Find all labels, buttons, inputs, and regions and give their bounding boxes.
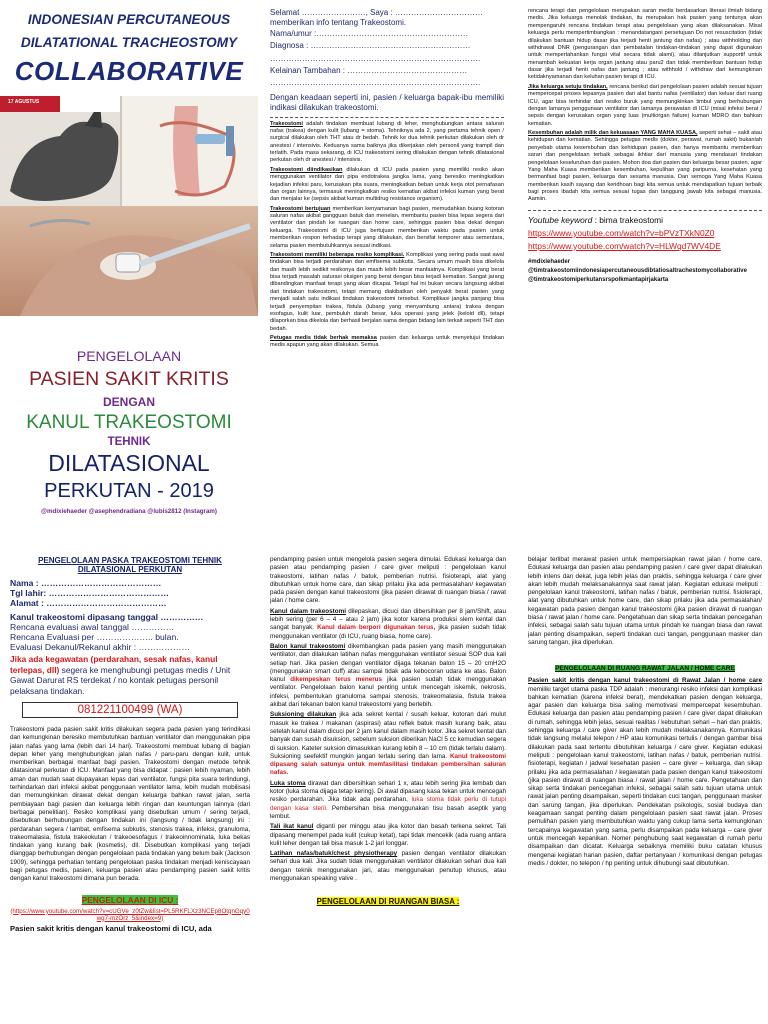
balon-kanul-paragraph — [270, 643, 506, 709]
subtitle-tehnik: TEHNIK — [107, 436, 151, 448]
paragraph-emphasis: dikempeskan terus menerus — [290, 676, 383, 684]
paragraph-head: Kanul dalam trakeostomi — [270, 607, 346, 615]
paragraph-body: rencana berikut dari pengelolaan pasien adalah sesuai tujuan mempercepat proses lepasnya pasien dari alat bantu nafas (ventilator) dan keluar dari ruang ICU, agar bisa terhindar dari resiko buruk yang memungkinkan timbul yang berhubungan dengan lamanya penggunaan ventilator dan lamanya perawatan di ICU (misal infeksi berat / sepsis dengan kerusakan organ yang luas (multiorgan failure) kuman MDRO dan bahkan kematian. — [528, 83, 762, 127]
paragraph-kesembuhan — [528, 130, 762, 204]
form-intro: Dengan keadaan seperti ini, pasien / keluarga bapak-ibu memiliki indikasi dilakukan trakeostomi. — [270, 92, 504, 113]
divider — [270, 117, 504, 118]
paragraph-body: pasien dan keluarga untuk menyetujui tindakan medis apapun yang akan dilakukan. Semua — [270, 335, 504, 349]
icu-last-line: Pasien sakit kritis dengan kanul trakeostomi di ICU, ada — [10, 923, 212, 933]
paragraph-head: Balon kanul trakeostomi — [270, 642, 346, 650]
paragraph-body: memberikan kenyamanan bagi pasien, memudahkan buang kotoran saluran nafas akibat gangguan batuk dan menelan, membantu pasien bisa lepas segera dari ventilator dan pindah ke ruangan dan home care, sehingga pasien bisa dekat dengan keluarga. Trakeostomi di ICU juga bertujuan memberikan waktu pada pasien untuk memberikan respon terhadap terapi yang dilakukan, dan bersifat temporer atau sementara, selama pasien membutuhkannya sesuai indikasi. — [270, 205, 504, 249]
field-nama: Nama : …………………………………… — [10, 578, 162, 588]
subtitle-dilatasional: DILATASIONAL — [48, 450, 210, 476]
form-dots2: ……………………………………………………………………. — [270, 78, 481, 88]
paragraph-body: dirawat dan dibersihkan sehari 1 x, atau lebih sering jika lembab dan kotor (luka stoma dijaga tetap kering). Di awal dipasang kasa tekan untuk mencegah resiko perdarahan. Jika tidak ada perdarahan, — [270, 779, 506, 804]
paragraph-head: Jika keluarga setuju tindakan, — [528, 83, 608, 90]
icu-heading-text: PENGELOLAAN DI ICU : — [81, 894, 179, 905]
paragraph-body: dikembangkan pada pasien yang masih menggunakan ventilator, dan dilakukan latihan nafas menggunakan ventilator sesuai SOP dua kali setiap hari. Jika pasien dengan ventilator dijaga tekanan balon 15 – 20 cmH2O (menggunakan smart cuff) atau sampai tidak ada kebocoran udara ke atas. Balon kanul — [270, 642, 506, 684]
field-tgl-lahir: Tgl lahir: …………………………………… — [10, 588, 169, 598]
paragraph-head: Trakeostomi bertujuan — [270, 205, 331, 212]
paragraph-head: Trakeostomi memiliki beberapa resiko komplikasi. — [270, 251, 405, 258]
paragraph-head: Luka stoma — [270, 779, 306, 787]
paragraph-head: Trakeostomi diindikasikan — [270, 166, 343, 173]
form-dots1: ……………………………………………………………………. — [270, 53, 481, 63]
field-kanul: Kanul trakeostomi dipasang tanggal …………… — [10, 612, 204, 622]
rawat-jalan-heading-text: PENGELOLAAN DI RUANG RAWAT JALAN / HOME CARE — [555, 665, 735, 673]
ruangan-biasa-heading-text: PENGELOLAAN DI RUANGAN BIASA : — [316, 897, 460, 907]
poster-title-line2: DILATATIONAL TRACHEOSTOMY — [20, 35, 238, 50]
icu-heading — [10, 890, 250, 908]
rawat-jalan-heading — [528, 657, 762, 675]
field-alamat: Alamat : …………………………………… — [10, 598, 167, 608]
luka-stoma-paragraph — [270, 780, 506, 821]
paragraph-rencana: rencana terapi dan pengelolaan merupakan saran medis berdasarkan literasi ilmiah bidang medis. Jika keluarga menolak tindakan, itu merupakan hak pasien yang tentunya akan mempengaruhi rencana tindakan terapi atau pengelolaan yang akan dilaksanakan. Misal keluarga perlu mempertimbangkan : menandatangani persetujuan Do not resuscitation (tidak dilakukan bantuan hidup dasar jika terjadi henti jantung dan nafas) ; atau withholding dan withdrawal DNR (pengurangan dan pembatalan tindakan-tindakan yang dapat digunakan untuk mempertahankan fungsi vital secara tidak alami), atau dilanjutkan supportif untuk menambah kekuatan kerja organ jantung atau paru2 dan tidak memberikan bantuan hidup dasar jika terjadi henti nafas dan jantung ; atau withhold / withdraw dari kemungkinan ketidaknyamanan dan keluhan pasien terapi di ICU. — [528, 8, 762, 81]
paragraph-tujuan — [270, 206, 504, 250]
form-memberikan: memberikan info tentang Trakeostomi. — [270, 18, 407, 28]
poster-subtitle-block — [0, 348, 258, 503]
paragraph-emphasis: Kanul dalam berpori digunakan terus, — [317, 624, 436, 632]
section-heading-2: DILATASIONAL PERKUTAN — [77, 565, 183, 574]
latihan-nafas-paragraph — [270, 850, 506, 883]
post-care-left-column — [10, 556, 250, 1024]
instagram-handle-1: @timtrakeostomiindonesiapercutaneousdibtatiosaltrachestomycollaborative — [528, 267, 747, 274]
paragraph-body: pasien dengan ventilator dilakukan sehari dua kali. Jika sudah tidak menggunakan ventilator dilakukan sehari dua kali dengan teknik menggunakan jari, atau menggunakan penutup khusus, atau menggunakan speaking valve . — [270, 850, 506, 882]
youtube-link-1[interactable]: https://www.youtube.com/watch?v=bPVzTXkN0Z0 — [528, 227, 715, 238]
field-evaluasi: Evaluasi Dekanul/Rekanul akhir : ……………… — [10, 642, 191, 652]
paragraph-head: Tali ikat kanul — [270, 823, 314, 831]
page-separator — [0, 532, 768, 544]
subtitle-pengelolaan: PENGELOLAAN — [76, 348, 182, 364]
paragraph-emphasis: Kanul trakeostomi dipasang salah satunya untuk memfasilitasi tindakan pembersihan saluran nafas. — [270, 752, 506, 777]
field-rencana1: Rencana evaluasi awal tanggal …………… — [10, 622, 175, 632]
paragraph-body: diganti per minggu atau jika kotor dan basah terkena sekret. Tali dipasang menempel pada kulit (cukup ketat), tapi tidak mencekik (ada ruang antara kulit leher dengan tali bisa masuk 1-2 jari longgar. — [270, 823, 506, 847]
post-care-right-column — [528, 556, 762, 1024]
consent-form-column — [270, 8, 504, 524]
emergency-warning — [10, 654, 250, 696]
icu-youtube-link[interactable]: (https://www.youtube.com/watch?v=cUGVe_z0tZw&list=PL5RKFLXz3NCEp8OtgnGqy0wg7-mzOrz_5&index=9) — [10, 907, 250, 922]
paragraph-head: Trakeostomi — [270, 120, 303, 127]
subtitle-perkutan: PERKUTAN - 2019 — [44, 480, 214, 502]
section-heading-1: PENGELOLAAN PASKA TRAKEOSTOMI TEHNIK — [38, 556, 222, 565]
emergency-phone[interactable]: 081221100499 (WA) — [22, 702, 238, 718]
rawat-jalan-paragraph — [528, 677, 762, 868]
ruangan-biasa-paragraph: belajar terlibat merawat pasien untuk mempersiapkan rawat jalan / home care. Edukasi keluarga dan pasien atau pendamping pasien / care giver dapat dilakukan lebih intens dan dekat, juga lebih jelas dan praktis, sehingga keluarga / care giver akan lebih mudah melaksanakannya saat rawat jalan. Kegiatan edukasi meliputi : pengelolaan kanul trakeostomi, latihan nafas / batuk, pemberian nutrisi. fisioterapi, alat yang dibutuhkan untuk home care, dan sikap prilaku jika ada permasalahan/ kegawatan pada pasien dengan kanul trakeostomi (jika pasien dirawat di ruangan biasa / rawat jalan / home care. Pengetahuan dan sikap serta tindakan pencegahan infeksi, sebagai salah satu tujuan utama untuk pindah ke ruangan biasa dan rawat jalan penting disampaikan, seperti tindakan cuci tangan, penggunaan masker dan sarung tangan, jika diperlukan. — [528, 556, 762, 646]
kanul-dalam-paragraph — [270, 608, 506, 641]
poster-title-line3: COLLABORATIVE — [14, 56, 244, 86]
youtube-label: Youtube keyword — [528, 214, 593, 225]
consent-right-column — [528, 8, 762, 524]
paragraph-body: Komplikasi yang sering pada saat awal tindakan bisa terjadi perdarahan dan emfisema subkutis. Secara umum masih bisa dikelola dan masih lebih sedikit resikonya dan masih lebih besar manfaatnya. Komplikasi yang berat bisa terjadi masalah saturasi oksigen yang berat dengan bisa terjadi kematian. Sangat jarang dibandingkan manfaat terapi yang akan dicapai. Tetapi hal ini bukan secara langsung akibat dari tindakan trakeostomi, tetapi memang diakibatkan oleh penyakit berat pasien yang menjadi salah satu indikasi tindakan trakeostomi tersebut. Komplikasi jangka panjang bisa terjadi penyempitan trakea, fistula (lubang yang menyambung antara) trakea dengan esofagus, kulit luar, pembuluh darah besar, luka operasi yang jelek (keloid dll), tetapi dilaporkan bisa dikelola dan berhasil berjalan sama dengan bidang lain terkait seperti THT dan bedah. — [270, 251, 504, 332]
form-kelainan: Kelainan Tambahan : ……………………………………… — [270, 65, 468, 75]
form-nama: Nama/umur :………………………………………………… — [270, 28, 469, 38]
suksioning-paragraph — [270, 711, 506, 777]
education-paragraph: pendamping pasien untuk mengelola pasien segera dimulai. Edukasi keluarga dan pasien atau pendamping pasien / care giver meliputi : pengelolaan kanul trakeostomi, latihan nafas / batuk, pemberian nutrisi. fisioterapi, alat yang dibutuhkan untuk home care, dan sikap prilaku jika ada permasalahan/ kegawatan pada pasien dengan kanul trakeostomi (jika pasien dirawat di ruangan biasa / rawat jalan / home care. — [270, 556, 506, 605]
youtube-link-2[interactable]: https://www.youtube.com/watch?v=HLWqd7WV4DE — [528, 240, 721, 251]
patient-photo-collage — [0, 96, 258, 316]
poster-panel — [0, 0, 258, 520]
field-rencana2: Rencana Evaluasi per ……………….. bulan. — [10, 632, 179, 642]
subtitle-dengan: DENGAN — [102, 395, 155, 409]
paragraph-petugas — [270, 335, 504, 350]
paragraph-head: Suksioning dilakukan — [270, 711, 337, 719]
paragraph-body: memiliki target utama paska TDP adalah : menurangi resiko infeksi dan komplikasi bahkan kematian (karena infeksi berat), mendekatkan pasien dengan keluarga, agar pasien dan keluarga bisa saling memotivasi mempercepat kesembuhan. Edukasi keluarga dan pasien atau pendamping pasien / care giver dapat dilakukan di rumah, sehingga lebih jelas, sesuai realitas / kebutuhan sehari – hari dan praktis, sehingga keluarga / care giver akan lebih mudah melaksanakannya. Komunikasi tidak langsung melalui telepon / HP atau komunikasi tertulis / dengan gambar bisa dilakukan pada saat tertentu dibutuhkan keluarga / care giver. Kegiatan edukasi meliputi : pengelolaan kanul trakeostomi, latihan nafas / batuk, pemberian nutrisi. fisioterapi, kegiatan / jadwal kesehatan pasien – care giver – keluarga, dan sikap prilaku jika ada permasalahan / kegawatan pada pasien dengan kanul trakeostomi (jika pasien dirawat di ruangan biasa / rawat jalan / home care. Pengetahuan dan sikap serta tindakan pencegahan infeksi, sebagai salah satu tujuan utama untuk rawat jalan penting disampaikan, seperti tindakan cuci tangan, penggunaan masker dan sarung tangan, jika diperlukan. Pendekatan psikologis, sosial budaya dan keagamaan sangat penting dalam pengelolaan pasien saat rawat jalan. Proses pemulihan pasien yang membutuhkan waktu yang cukup lama serta kemungkinan tercapainya kegawatan yang sama, perlu disampaikan pada keluarga – care giver untuk mencegah kepanikan. Nomer penghubung saat kegawatan di rumah perlu disampaikan dan dicatat. Keluarga sebaiknya memiliki buku catatan khusus mengenai kegiatan harian pasien, daftar pertanyaan / komunikasi dengan petugas medis / dokter, no telepon / hp penting untuk dihubungi saat dibutuhkan. — [528, 685, 762, 867]
paragraph-emphasis: luka stoma tidak perlu di tutupi dengan kasa steril. — [270, 796, 506, 812]
post-care-middle-column — [270, 556, 506, 1024]
subtitle-kanul: KANUL TRAKEOSTOMI — [26, 412, 232, 433]
paragraph-head: Kesembuhan adalah milik dan kekuasaan YANG MAHA KUASA, — [528, 130, 698, 136]
warning-red-text: Jika ada kegawatan (perdarahan, sesak nafas, kanul terlepas, dll) — [10, 654, 218, 675]
youtube-keyword-text: : bima trakeostomi — [592, 214, 664, 225]
form-selamat: Selamat ……………………, Saya : …………………………… — [270, 8, 483, 17]
paragraph-komplikasi — [270, 252, 504, 333]
paragraph-body: Pembersihan bisa menggunakan tisu basah aseptik yang lembut. — [270, 804, 506, 820]
paragraph-setuju — [528, 84, 762, 128]
instagram-handle-2: @timtrakeostomiperkutansrspolkmantapirjakarta — [528, 276, 669, 283]
ruangan-biasa-heading — [270, 891, 506, 909]
subtitle-pasien: PASIEN SAKIT KRITIS — [29, 368, 229, 390]
photo-date-label: 17 AGUSTUS — [8, 99, 40, 105]
warning-body-text: segera ke menghubungi petugas medis / Unit Gawat Darurat RS terdekat / no kontak petugas personil pelaksana tindakan. — [10, 664, 231, 696]
social-handles: @mdixiehaeder @asephendradiana @lubis2812 (Instagram) — [41, 508, 217, 515]
youtube-keyword — [528, 215, 762, 225]
paragraph-body: dilepaskan, dicuci dan dibersihkan per 8 jam/Shift, atau lebih sering (per 6 – 4 – atau 2 jam) jika kotor karena produksi slem kental dan sangat banyak. — [270, 607, 506, 632]
paragraph-body: dilakukan di ICU pada pasien yang memiliki resiko akan menggunakan ventilator dan pipa endotrakea jangka lama, yang beresiko meningkatkan kejadian infeksi paru, kerusakan pita suara, meningkatkan beban untuk kerja otot pernafasan dan organ lainnya, termasuk meningkatkan resiko kematian akibat infeksi kuman yang berat dan menjalar ke (sepsis akibat kuman multidrug resistance organism). — [270, 166, 504, 203]
paragraph-body: jika pasien sudah tidak menggunakan ventilator. Pengelolaan balon kanul penting untuk mencegah iskemik, nekrosis, infeksi, pembentukan granuloma sampai stenosis, trakeomalasia, fistula trakea akibat dari tekanan balon kanul trakeostomi yang berlebih. — [270, 676, 506, 709]
paragraph-head: Latihan nafas/batuk/chest physiotherapy — [270, 850, 398, 858]
paragraph-head: Pasien sakit kritis dengan kanul trakeostomi di Rawat Jalan / home care — [528, 677, 762, 685]
paragraph-head: Petugas medis tidak berhak memaksa — [270, 335, 377, 342]
paragraph-body: seperti sehat – sakit atau kehidupan dan kematian. Sehingga petugas medis (dokter, perawat, rumah sakit) bukanlah penyebab utama kesembuhan dan kehidupan pasien, dan hanya membantu memberikan saran dan pengelolaan terbaik sebagai ikhtiar dari manusia yang mendasari tindakan pengelolaan keseluruhan dari pasien. Mohon doa dari pasien dan keluarga besar pasien, agar Yang Maha Kuasa memberikan kesembuhan, kepulihan yang paripurna, kesehatan yang bermanfaat bagi pasien, keluarga dan sesama manusia. Dan semoga Yang Maha Kuasa memberikan kasih sayang dan keridhoan bagi kita semua untuk mendapatkan tujuan terbaik bagi proses ibadah kita semua sesuai tugas dan tanggung jawab kita sebagai manusia. Aamiin. — [528, 130, 762, 203]
intro-paragraph: Trakeostomi pada pasien sakit kritis dilakukan segera pada pasien yang terindikasi dan kemungkinan beresiko membutuhkan bantuan ventilator dan menggunakan pipa jalan nafas yang lama (lebih dari 14 hari). Trakeostomi membuat lubang di bagian depan leher yang menghubungkan jalan nafas / paru-paru dengan kulit, untuk memberikan berbagai manfaat bagi pasien. Trakeostomi dengan metode tehnik dilatasional perkutan di ICU. Manfaat yang bisa didapat : pasien lebih nyaman, lebih aman dan mudah saat diupayakan lepas dari ventilator, fungsi pita suara terlindungi, terhindarkan dari infeksi akibat penggunaan ventilator lama, lebih mudah mobilisasi dan memungkinkan dirawat dekat dengan keluarga bahkan rawat jalan, serta pembiayaan bagi pasien dan keluarga lebih ringan dan keuntungan lainnya (dari berbagai penelitian). Resiko komplikasi yang disebutkan umum / sering terjadi, disebutkan berhubungan dengan tindakan ini (langsung / tidak langsung) ini : perdarahan segera / lambat, emfisema subkutis, stenosis trakea, infeksi, granuloma, trakeomalasia, fistula trakeokutan / trakeoesofagus / trakeoinnominata, luka bekas tindakan yang kurang baik (kosmetis), dll. Disebutkan komplikasi yang terjadi dianggap berhubungan dengan pengelolaan pada tindakan yang belum baik (Jackson 1909), sehingga perhatian tentang pengelolaan paska tindakan menjadi keniscayaan bagi petugas medis, pasien, keluarga pasien atau pendamping pasien sakit kritis dengan kanul trakeostomi dimana pun berada. — [10, 726, 250, 883]
paragraph-indikasi — [270, 167, 504, 204]
paragraph-body: jika pasien sudah tidak menggunakan ventilator (di ICU, ruang biasa, home care). — [270, 624, 506, 640]
paragraph-body: jika ada sekret kental / susah keluar, kotoran dari mulut masuk ke trakea / makanan (aspirasi) atau reflek batuk masih kurang baik, atau setelah kanul dalam dicuci per 2 jam kanul dalam masih kotor. Jika sekret kental dan banyak dan susah disuksion, sebelum suksion diberikan NaCl 5 cc kemudian segera di suksion. Kateter suksion dimasukkan kurang lebih 8 – 10 cm (tidak terlalu dalam). Suksioning seefektif mungkin jangan terlalu sering dan lama. — [270, 711, 506, 760]
poster-title-line1: INDONESIAN PERCUTANEOUS — [27, 12, 231, 27]
divider — [528, 210, 762, 211]
paragraph-body: adalah tindakan membuat lubang di leher, menghubungkan antara saluran nafas (trakea) dengan kulit (lubang = stoma). Tehniknya ada 2, yang pertama tehnik open / surgical dilakukan oleh THT atau dr bedah. Tehnik ke dua tehnik perkutan dilakukan oleh dr anestesi / intensivis. Keduanya sama baiknya jika dikerjakan oleh personil yang trampil dan terlatih. Pada masa sekarang, di ICU trakeostomi sering dilakukan dengan tehnik dilatasional perkutan oleh dr anestesi / intensivis. — [270, 120, 504, 164]
paragraph-trakeostomi — [270, 121, 504, 165]
hashtag: #mdixiehaeder — [528, 258, 571, 265]
form-diagnosa: Diagnosa : …………………………………………………… — [270, 41, 471, 51]
tali-ikat-paragraph — [270, 823, 506, 848]
poster-illustration — [0, 96, 258, 316]
